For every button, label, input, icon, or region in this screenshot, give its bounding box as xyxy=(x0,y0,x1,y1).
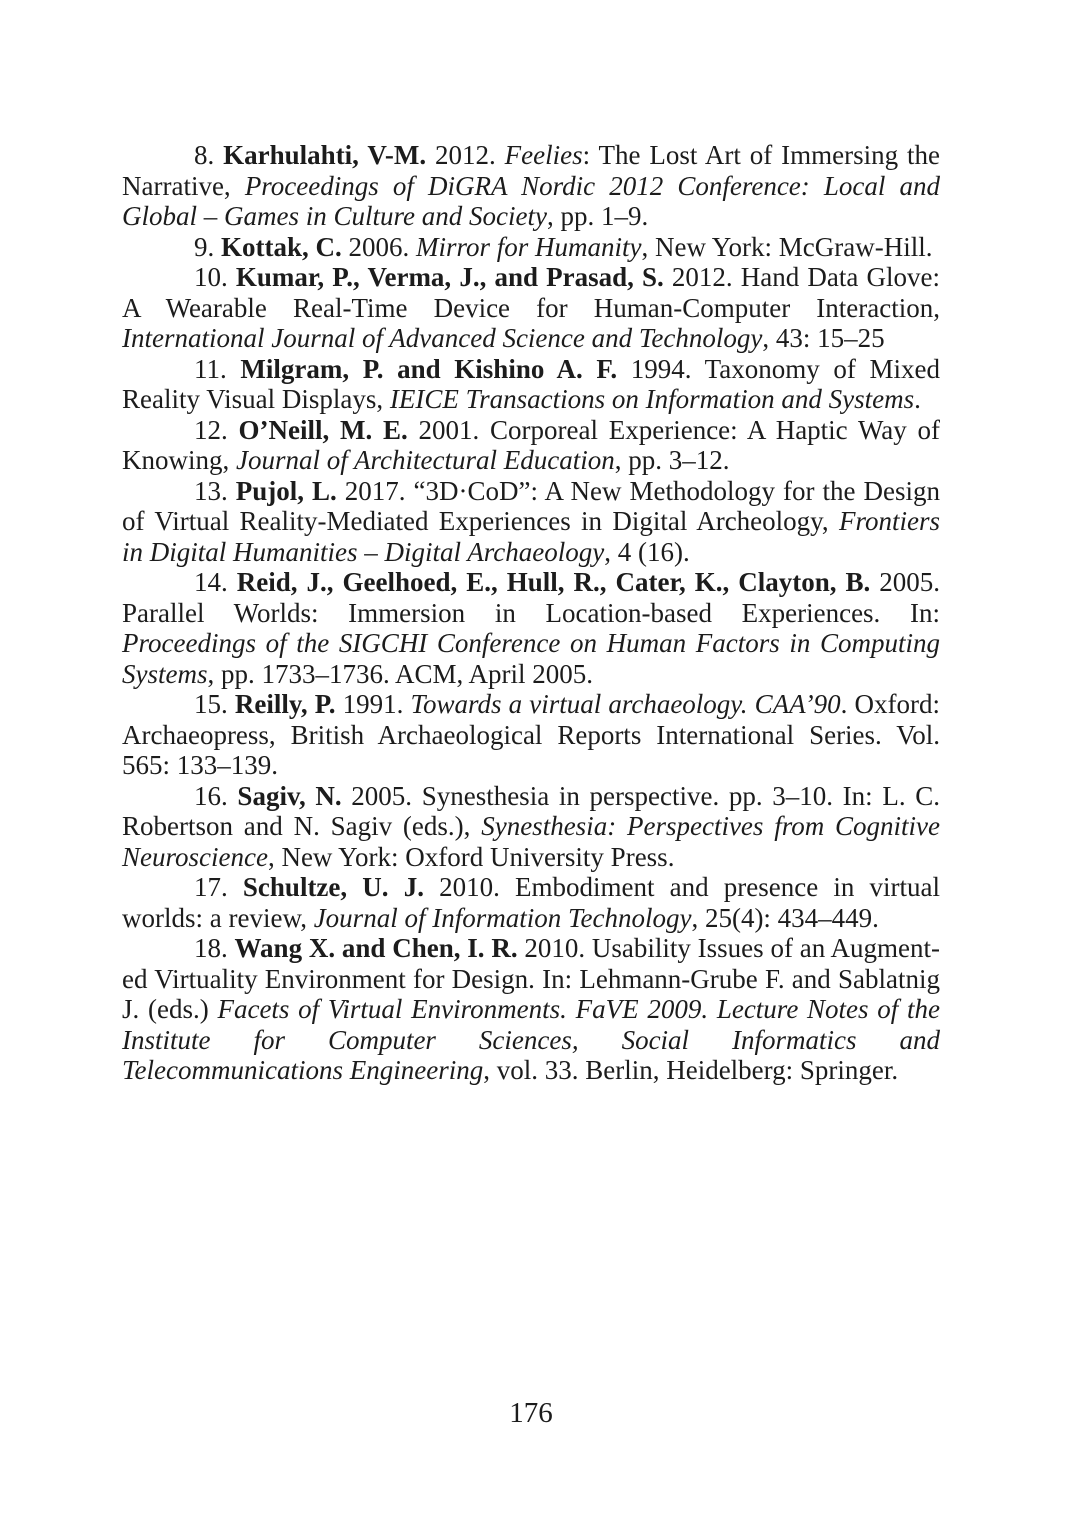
reference-text-run: Reid, J., Geelhoed, E., Hull, R., Cater, K., Clayton, B. xyxy=(236,567,880,597)
references-list xyxy=(122,140,940,1086)
reference-text-run: Karhulahti, V-M. xyxy=(223,140,435,170)
reference-item xyxy=(122,933,940,1086)
reference-item xyxy=(122,476,940,568)
reference-text-run: , New York: Oxford University Press. xyxy=(267,841,675,872)
reference-text-run: Journal of Architectural Education xyxy=(236,445,615,475)
reference-text-run: 15. xyxy=(194,689,235,719)
reference-item xyxy=(122,140,940,232)
reference-text-run: O’Neill, M. E. xyxy=(238,414,419,445)
reference-text-run: Kumar, P., Verma, J., and Prasad, S. xyxy=(235,262,672,292)
reference-text-run: , pp. 3–12. xyxy=(614,445,730,475)
page-number: 176 xyxy=(509,1397,553,1429)
reference-text-run: , 25(4): 434–449. xyxy=(691,902,879,933)
reference-item xyxy=(122,872,940,933)
reference-text-run: Reilly, P. xyxy=(234,689,343,719)
reference-text-run: IEICE Transactions on Information and Systems xyxy=(389,384,915,414)
reference-text-run: 1991. xyxy=(342,689,411,719)
reference-text-run: 2010. Embodiment and presence in virtual worlds: a review, xyxy=(122,872,940,933)
reference-text-run: , vol. 33. Berlin, Heidelberg: Springer. xyxy=(483,1055,899,1085)
reference-item xyxy=(122,262,940,354)
reference-text-run: 9. xyxy=(194,231,221,262)
reference-text-run: Wang X. and Chen, I. R. xyxy=(234,933,525,963)
reference-text-run: 16. xyxy=(194,780,238,811)
reference-text-run: Synesthesia: Perspectives from Cognitive Neuroscience xyxy=(122,811,941,872)
reference-item xyxy=(122,232,940,263)
reference-text-run: 1994. Taxonomy of Mixed Reality Visual Displays, xyxy=(122,353,941,414)
reference-text-run: 17. xyxy=(194,872,243,902)
reference-item xyxy=(122,567,940,689)
reference-text-run: Facets of Virtual Environments. FaVE 2009. Lecture Notes of the Institute for Computer Sciences, Social Informatics and Telecommunications Engineering xyxy=(122,994,941,1085)
reference-text-run: . xyxy=(914,384,921,414)
reference-text-run: 11. xyxy=(194,353,241,384)
reference-text-run: Kottak, C. xyxy=(221,231,349,262)
reference-text-run: 2012. xyxy=(434,140,505,170)
reference-text-run: Proceedings of DiGRA Nordic 2012 Conference: Local and Global – Games in Culture and Society xyxy=(122,170,941,231)
reference-text-run: International Journal of Advanced Science and Technology xyxy=(122,323,763,353)
reference-text-run: 2010. Usability Issues of an Augmented Virtuality Environment for Design. In: Lehmann-Grube F. and Sablatnig J. (eds.) xyxy=(122,933,941,1024)
reference-item xyxy=(122,354,940,415)
reference-text-run: 2005. Parallel Worlds: Immersion in Location-based Experiences. In: xyxy=(122,567,940,628)
reference-text-run: Journal of Information Technology xyxy=(313,902,692,933)
reference-text-run: 10. xyxy=(194,262,236,292)
reference-text-run: 14. xyxy=(194,567,237,597)
reference-text-run: , New York: McGraw-Hill. xyxy=(641,231,933,262)
reference-text-run: , 43: 15–25 xyxy=(762,323,885,353)
reference-text-run: 13. xyxy=(194,475,236,506)
reference-text-run: , pp. 1–9. xyxy=(546,201,649,231)
reference-text-run: Mirror for Humanity xyxy=(416,231,642,262)
reference-text-run: 2005. Synesthesia in perspective. pp. 3–10. In: L. C. Robertson and N. Sagiv (eds.), xyxy=(122,780,941,841)
reference-text-run: 18. xyxy=(194,933,235,963)
reference-item xyxy=(122,689,940,781)
reference-text-run: , 4 (16). xyxy=(604,536,690,567)
reference-text-run: , pp. 1733–1736. ACM, April 2005. xyxy=(207,658,594,689)
reference-text-run: Feelies xyxy=(504,140,583,170)
reference-text-run: : The Lost Art of Immersing the Narrative, xyxy=(122,140,940,201)
reference-text-run: 2006. xyxy=(348,231,416,262)
reference-text-run: Schultze, U. J. xyxy=(242,872,440,902)
reference-text-run: Towards a virtual archaeology. CAA’90 xyxy=(410,689,841,719)
reference-text-run: Proceedings of the SIGCHI Conference on Human Factors in Computing Systems xyxy=(122,628,940,689)
reference-text-run: . Oxford: Archaeopress, British Archaeological Reports International Series. Vol. 565: 133–139. xyxy=(122,689,940,780)
reference-text-run: Frontiers in Digital Humanities – Digital Archaeology xyxy=(122,506,940,567)
reference-text-run: Pujol, L. xyxy=(235,475,345,506)
reference-text-run: 2001. Corporeal Experience: A Haptic Way of Knowing, xyxy=(122,414,940,475)
reference-text-run: 8. xyxy=(194,140,224,170)
reference-text-run: Milgram, P. and Kishino A. F. xyxy=(240,353,631,384)
reference-item xyxy=(122,415,940,476)
reference-item xyxy=(122,781,940,873)
reference-text-run: 12. xyxy=(194,414,239,445)
reference-text-run: 2017. “3D·CoD”: A New Methodology for the Design of Virtual Reality-Mediated Experiences in Digital Archeology, xyxy=(122,475,941,536)
reference-text-run: Sagiv, N. xyxy=(237,780,352,811)
reference-text-run: 2012. Hand Data Glove: A Wearable Real-Time Device for Human-Computer Interaction, xyxy=(122,262,940,323)
